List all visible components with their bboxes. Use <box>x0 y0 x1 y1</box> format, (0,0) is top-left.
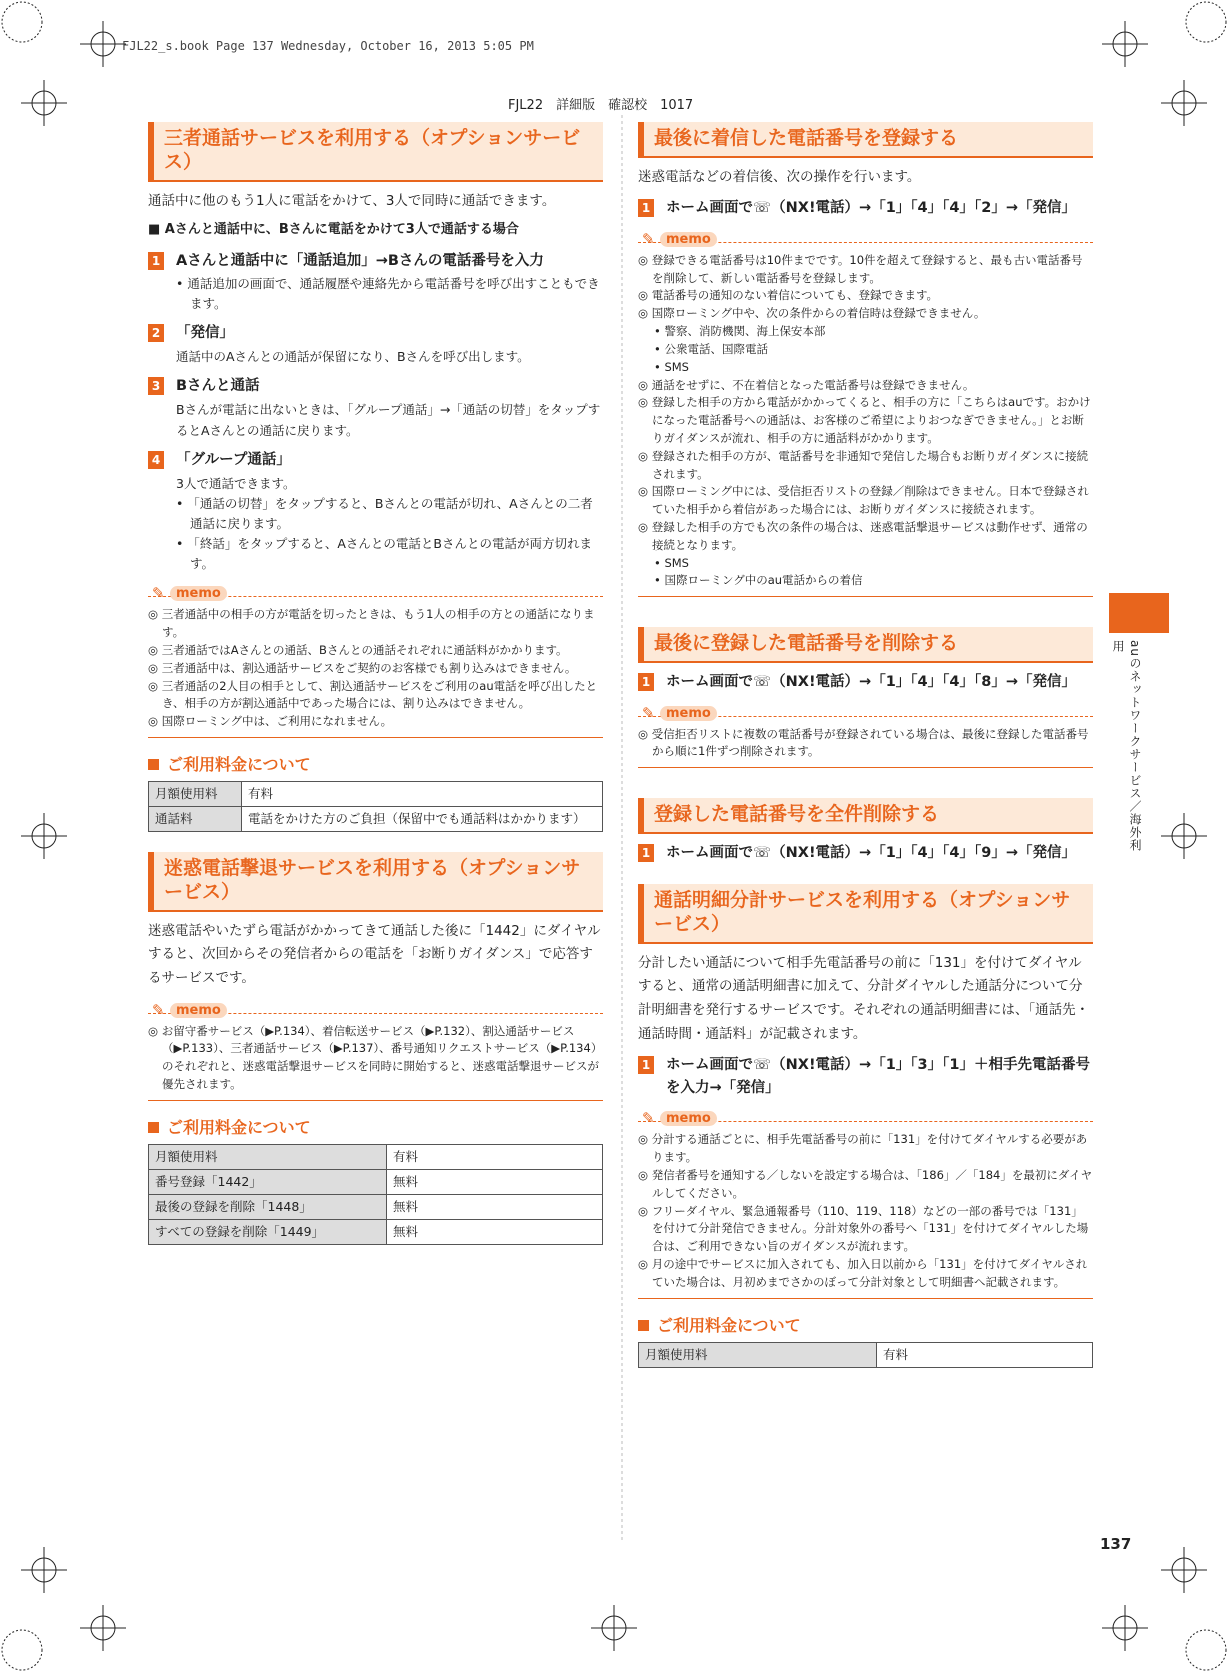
fee-heading <box>148 752 603 775</box>
table-cell: 無料 <box>387 1169 603 1194</box>
step-bullet: • 「終話」をタップすると、Aさんとの電話とBさんとの電話が両方切れます。 <box>176 536 592 572</box>
table-cell: 通話料 <box>149 807 242 832</box>
memo-subitem: • 警察、消防機関、海上保安本部 <box>654 324 826 339</box>
fee-heading <box>148 1115 603 1138</box>
memo-item: ◎ 分計する通話ごとに、相手先電話番号の前に「131」を付けてダイヤルする必要があります。 <box>638 1132 1088 1165</box>
section-title-itemized: 通話明細分計サービスを利用する（オプションサービス） <box>638 884 1093 944</box>
memo-label: memo <box>660 232 717 247</box>
fee-heading <box>638 1313 1093 1336</box>
chapter-label: auのネットワークサービス／海外利用 <box>1111 640 1142 852</box>
proof-line: FJL22 詳細版 確認校 1017 <box>508 98 694 113</box>
step-description: Bさんが電話に出ないときは、「グループ通話」→「通話の切替」をタップするとAさんとの通話に戻ります。 <box>176 401 601 438</box>
memo-label: memo <box>170 1003 227 1018</box>
pencil-icon: ✎ <box>642 1109 655 1128</box>
step-text: Aさんと通話中に「通話追加」→Bさんの電話番号を入力 <box>176 252 544 269</box>
table-cell: 有料 <box>387 1144 603 1169</box>
table-cell: 有料 <box>242 781 603 806</box>
memo-subitem: • 国際ローミング中のau電話からの着信 <box>654 573 863 588</box>
memo-item: ◎ 発信者番号を通知する／しないを設定する場合は、「186」／「184」を最初にダイヤルしてください。 <box>638 1167 1093 1200</box>
step-number: 1 <box>148 252 164 270</box>
section-title-delete-all: 登録した電話番号を全件削除する <box>638 798 1093 834</box>
table-cell: 月額使用料 <box>149 1144 387 1169</box>
book-file-line: FJL22_s.book Page 137 Wednesday, October 16, 2013 5:05 PM <box>122 39 534 53</box>
table-row <box>149 1195 603 1220</box>
step-bullet: • 「通話の切替」をタップすると、Bさんとの電話が切れ、Aさんとの二者通話に戻ります。 <box>176 496 593 532</box>
step-text: ホーム画面で☏（NX!電話）→「1」「4」「4」「8」→「発信」 <box>666 674 1076 691</box>
fee-table <box>148 1144 603 1246</box>
table-row <box>149 781 603 806</box>
memo-header <box>638 704 1093 726</box>
fee-heading-text: ご利用料金について <box>167 754 311 774</box>
memo-item: ◎ 受信拒否リストに複数の電話番号が登録されている場合は、最後に登録した電話番号から順に1件ずつ削除されます。 <box>638 726 1089 759</box>
memo-item: ◎ 月の途中でサービスに加入されても、加入日以前から「131」を付けてダイヤルされていた場合は、月初めまでさかのぼって分計対象として明細書へ記載されます。 <box>638 1256 1088 1289</box>
step-2 <box>148 322 603 344</box>
memo-header <box>148 584 603 606</box>
pencil-icon: ✎ <box>152 1000 165 1019</box>
pencil-icon: ✎ <box>642 703 655 722</box>
memo-item: ◎ 電話番号の通知のない着信についても、登録できます。 <box>638 288 939 303</box>
table-cell: 月額使用料 <box>149 781 242 806</box>
table-cell: 月額使用料 <box>639 1342 877 1367</box>
table-cell: 無料 <box>387 1195 603 1220</box>
step-1 <box>638 1054 1093 1099</box>
step-text: Bさんと通話 <box>176 378 260 395</box>
table-row <box>149 1220 603 1245</box>
section-intro: 迷惑電話やいたずら電話がかかってきて通話した後に「1442」にダイヤルすると、次回からその発信者からの電話を「お断りガイダンス」で応答するサービスです。 <box>148 922 601 986</box>
step-number: 1 <box>638 673 654 691</box>
section-title-three-way: 三者通話サービスを利用する（オプションサービス） <box>148 122 603 182</box>
table-row <box>149 1144 603 1169</box>
memo-subitem: • 公衆電話、国際電話 <box>654 341 768 356</box>
page-number: 137 <box>1100 1535 1132 1553</box>
square-icon <box>148 1122 159 1133</box>
memo-header <box>638 230 1093 252</box>
memo-header <box>638 1109 1093 1131</box>
section-title-delete-last: 最後に登録した電話番号を削除する <box>638 627 1093 663</box>
memo-item: ◎ 三者通話ではAさんとの通話、Bさんとの通話それぞれに通話料がかかります。 <box>148 642 568 657</box>
section-title-nuisance: 迷惑電話撃退サービスを利用する（オプションサービス） <box>148 852 603 912</box>
table-cell: 番号登録「1442」 <box>149 1169 387 1194</box>
table-row <box>149 807 603 832</box>
step-1 <box>638 671 1093 693</box>
right-column <box>638 122 1093 1368</box>
fee-heading-text: ご利用料金について <box>657 1315 801 1335</box>
step-1 <box>638 197 1093 219</box>
fee-table <box>148 781 603 832</box>
square-icon <box>148 759 159 770</box>
memo-item: ◎ 国際ローミング中は、ご利用になれません。 <box>148 714 393 729</box>
step-description: 3人で通話できます。 <box>176 475 296 491</box>
step-4 <box>148 449 603 471</box>
memo-subitem: • SMS <box>654 555 689 570</box>
memo-label: memo <box>660 1111 717 1126</box>
section-intro: 迷惑電話などの着信後、次の操作を行います。 <box>638 168 921 185</box>
memo-item: ◎ 登録された相手の方が、電話番号を非通知で発信した場合もお断りガイダンスに接続されます。 <box>638 448 1089 481</box>
step-text: 「グループ通話」 <box>176 452 291 469</box>
step-text: 「発信」 <box>176 325 234 342</box>
step-1 <box>148 250 603 272</box>
pencil-icon: ✎ <box>642 229 655 248</box>
step-text: ホーム画面で☏（NX!電話）→「1」「4」「4」「2」→「発信」 <box>666 200 1076 217</box>
step-number: 1 <box>638 1056 654 1074</box>
table-cell: 無料 <box>387 1220 603 1245</box>
step-3 <box>148 375 603 397</box>
fee-heading-text: ご利用料金について <box>167 1117 311 1137</box>
section-intro: 通話中に他のもう1人に電話をかけて、3人で同時に通話できます。 <box>148 192 556 209</box>
step-number: 1 <box>638 199 654 217</box>
table-cell: 電話をかけた方のご負担（保留中でも通話料はかかります） <box>242 807 603 832</box>
memo-item: ◎ 三者通話中は、割込通話サービスをご契約のお客様でも割り込みはできません。 <box>148 660 577 675</box>
step-description: 通話中のAさんとの通話が保留になり、Bさんを呼び出します。 <box>176 348 530 364</box>
memo-item: ◎ 国際ローミング中や、次の条件からの着信時は登録できません。 <box>638 306 986 321</box>
memo-item: ◎ 三者通話の2人目の相手として、割込通話サービスをご利用のau電話を呼び出したとき、相手の方が割込通話中であった場合には、割り込みはできません。 <box>148 678 598 711</box>
step-number: 3 <box>148 377 164 395</box>
case-heading: ■ Aさんと通話中に、Bさんに電話をかけて3人で通話する場合 <box>148 222 519 238</box>
step-number: 1 <box>638 844 654 862</box>
memo-subitem: • SMS <box>654 359 689 374</box>
memo-item: ◎ 国際ローミング中には、受信拒否リストの登録／削除はできません。日本で登録されていた相手から着信があった場合には、お断りガイダンスに接続されます。 <box>638 484 1089 517</box>
section-intro: 分計したい通話について相手先電話番号の前に「131」を付けてダイヤルすると、通常の通話明細書に加えて、分計ダイヤルした通話分について分計明細書を発行するサービスです。それぞれの通話明細書には、「通話先・通話時間・通話料」が記載されます。 <box>638 954 1090 1042</box>
memo-item: ◎ お留守番サービス（▶P.134）、着信転送サービス（▶P.132）、割込通話サービス（▶P.133）、三者通話サービス（▶P.137）、番号通知リクエストサービス（▶P.134）のそれぞれと、迷惑電話撃退サービスを同時に開始すると、迷惑電話撃退サービスが優先されます。 <box>148 1023 603 1091</box>
memo-item: ◎ 登録した相手の方から電話がかかってくると、相手の方に「こちらはauです。おかけになった電話番号への通話は、お客様のご希望によりおつなぎできません。」とお断りガイダンスが流れ、相手の方に通話料がかかります。 <box>638 395 1091 445</box>
memo-item: ◎ 登録した相手の方でも次の条件の場合は、迷惑電話撃退サービスは動作せず、通常の接続となります。 <box>638 520 1088 552</box>
section-title-register: 最後に着信した電話番号を登録する <box>638 122 1093 158</box>
memo-item: ◎ 登録できる電話番号は10件までです。10件を超えて登録すると、最も古い電話番号を削除して、新しい電話番号を登録します。 <box>638 252 1083 285</box>
table-row <box>149 1169 603 1194</box>
memo-header <box>148 1001 603 1023</box>
table-cell: すべての登録を削除「1449」 <box>149 1220 387 1245</box>
step-text: ホーム画面で☏（NX!電話）→「1」「3」「1」＋相手先電話番号を入力→「発信」 <box>666 1057 1090 1096</box>
memo-item: ◎ 三者通話中の相手の方が電話を切ったときは、もう1人の相手の方との通話になります。 <box>148 607 595 640</box>
memo-item: ◎ 通話をせずに、不在着信となった電話番号は登録できません。 <box>638 377 975 392</box>
step-number: 4 <box>148 451 164 469</box>
memo-label: memo <box>660 706 717 721</box>
memo-item: ◎ フリーダイヤル、緊急通報番号（110、119、118）などの一部の番号では「131」を付けて分計発信できません。分計対象外の番号へ「131」を付けてダイヤルした場合は、ご利用できない旨のガイダンスが流れます。 <box>638 1203 1089 1254</box>
fee-table <box>638 1342 1093 1368</box>
left-column <box>148 122 603 1245</box>
table-row <box>639 1342 1093 1367</box>
step-text: ホーム画面で☏（NX!電話）→「1」「4」「4」「9」→「発信」 <box>666 844 1076 861</box>
pencil-icon: ✎ <box>152 584 165 603</box>
square-icon <box>638 1320 649 1331</box>
step-number: 2 <box>148 324 164 342</box>
memo-label: memo <box>170 586 227 601</box>
table-cell: 最後の登録を削除「1448」 <box>149 1195 387 1220</box>
table-cell: 有料 <box>877 1342 1093 1367</box>
step-bullet: • 通話追加の画面で、通話履歴や連絡先から電話番号を呼び出すこともできます。 <box>176 276 600 312</box>
step-1 <box>638 842 1093 864</box>
chapter-tab <box>1109 593 1169 633</box>
